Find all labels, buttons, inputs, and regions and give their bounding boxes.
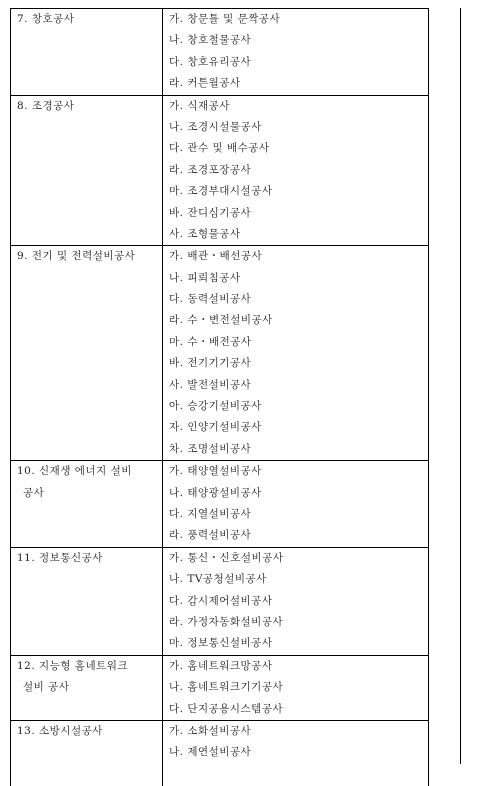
subitems-cell — [163, 9, 429, 96]
page-margin-rule — [460, 8, 461, 764]
subitem: 나. 조경시설물공사 — [169, 120, 262, 133]
category-cell — [11, 547, 163, 655]
subitem: 다. 지열설비공사 — [169, 507, 252, 520]
subitem: 마. 수・배전공사 — [169, 335, 252, 348]
subitem: 사. 조형물공사 — [169, 227, 241, 240]
category-name: 13. 소방시설공사 — [17, 724, 103, 737]
subitem: 나. 태양광설비공사 — [169, 486, 262, 499]
table-row — [11, 246, 429, 461]
category-cell — [11, 720, 163, 785]
subitems-cell — [163, 95, 429, 246]
subitem: 라. 조경포장공사 — [169, 163, 252, 176]
table-row — [11, 461, 429, 548]
subitem: 차. 조명설비공사 — [169, 442, 252, 455]
subitem: 바. 전기기기공사 — [169, 357, 252, 370]
table-row — [11, 95, 429, 246]
subitem: 마. 조경부대시설공사 — [169, 185, 273, 198]
category-cell — [11, 9, 163, 96]
construction-work-table — [10, 8, 429, 786]
table-body — [11, 9, 429, 786]
subitem: 가. 통신・신호설비공사 — [169, 551, 284, 564]
table-row — [11, 655, 429, 720]
category-name: 설비 공사 — [23, 681, 70, 694]
document-page — [10, 8, 429, 786]
subitem: 바. 잔디심기공사 — [169, 206, 252, 219]
table-row — [11, 547, 429, 655]
category-name: 9. 전기 및 전력설비공사 — [17, 250, 136, 263]
subitem: 가. 홈네트워크망공사 — [169, 659, 273, 672]
subitem: 다. 감시제어설비공사 — [169, 594, 273, 607]
table-row — [11, 9, 429, 96]
subitem: 가. 배관・배선공사 — [169, 250, 263, 263]
subitem: 나. 제연설비공사 — [169, 746, 252, 759]
subitem: 나. 창호철물공사 — [169, 34, 252, 47]
category-name: 8. 조경공사 — [17, 99, 75, 112]
subitem: 다. 관수 및 배수공사 — [169, 142, 270, 155]
subitems-cell — [163, 655, 429, 720]
subitem: 다. 단지공용시스템공사 — [169, 702, 284, 715]
subitem: 나. TV공청설비공사 — [169, 573, 267, 586]
subitems-cell — [163, 547, 429, 655]
subitem: 라. 커튼월공사 — [169, 77, 241, 90]
category-name: 12. 지능형 홈네트워크 — [17, 659, 129, 672]
category-name: 7. 창호공사 — [17, 13, 75, 25]
subitem: 나. 홈네트워크기기공사 — [169, 681, 284, 694]
subitem: 자. 인양기설비공사 — [169, 421, 262, 434]
subitem: 가. 태양열설비공사 — [169, 465, 262, 478]
subitem: 나. 피뢰침공사 — [169, 271, 241, 284]
category-cell — [11, 655, 163, 720]
category-cell — [11, 461, 163, 548]
category-cell — [11, 95, 163, 246]
subitem: 가. 창문틀 및 문짝공사 — [169, 13, 281, 25]
subitem: 다. 창호유리공사 — [169, 55, 252, 68]
subitem: 마. 정보통신설비공사 — [169, 637, 273, 650]
subitem: 가. 식재공사 — [169, 99, 230, 112]
subitem: 라. 수・변전설비공사 — [169, 314, 273, 327]
category-name: 10. 신재생 에너지 설비 — [17, 465, 132, 478]
subitem: 라. 풍력설비공사 — [169, 529, 252, 542]
subitem: 아. 승강기설비공사 — [169, 400, 262, 413]
category-name: 공사 — [23, 486, 45, 499]
subitem: 라. 가정자동화설비공사 — [169, 615, 284, 628]
subitems-cell — [163, 461, 429, 548]
category-cell — [11, 246, 163, 461]
subitems-cell — [163, 720, 429, 785]
category-name: 11. 정보통신공사 — [17, 551, 103, 564]
subitems-cell — [163, 246, 429, 461]
table-row — [11, 720, 429, 785]
subitem: 가. 소화설비공사 — [169, 724, 252, 737]
subitem: 다. 동력설비공사 — [169, 293, 252, 306]
subitem: 사. 발전설비공사 — [169, 378, 252, 391]
